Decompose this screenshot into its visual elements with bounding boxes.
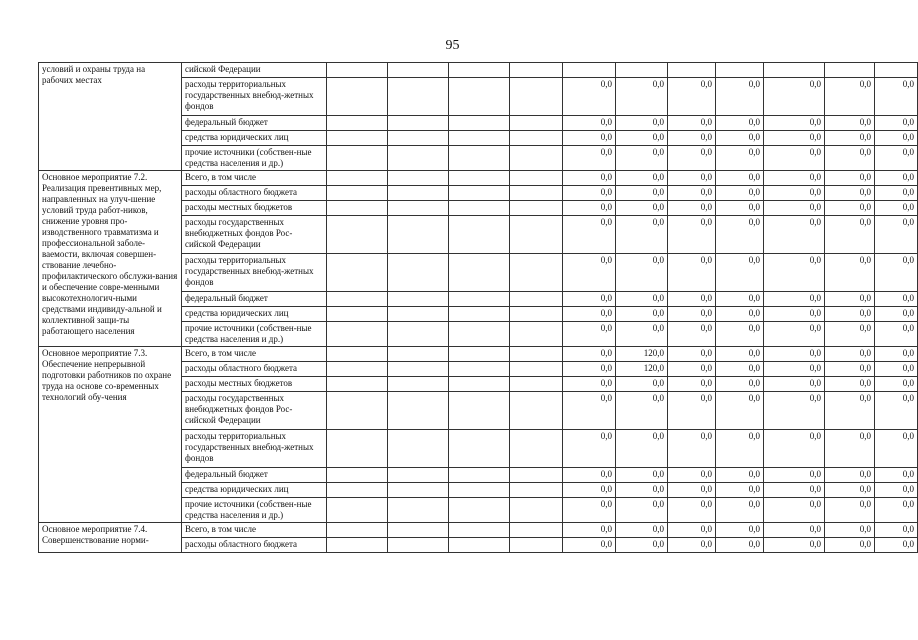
empty-cell xyxy=(449,201,510,216)
table-row xyxy=(39,171,918,186)
value-cell: 0,0 xyxy=(563,131,616,146)
empty-cell xyxy=(510,362,563,377)
value-cell: 0,0 xyxy=(716,131,764,146)
empty-cell xyxy=(449,430,510,468)
value-cell: 0,0 xyxy=(563,362,616,377)
value-cell: 0,0 xyxy=(764,538,825,553)
funding-source-cell: Всего, в том числе xyxy=(182,347,327,362)
empty-cell xyxy=(327,347,388,362)
empty-cell xyxy=(510,498,563,523)
value-cell: 0,0 xyxy=(668,116,716,131)
value-cell: 0,0 xyxy=(616,216,668,254)
value-cell: 0,0 xyxy=(716,498,764,523)
empty-cell xyxy=(510,377,563,392)
empty-cell xyxy=(327,538,388,553)
empty-cell xyxy=(388,146,449,171)
empty-cell xyxy=(449,362,510,377)
value-cell: 0,0 xyxy=(563,498,616,523)
funding-source-cell: расходы государственных внебюджетных фондов Рос-сийской Федерации xyxy=(182,392,327,430)
empty-cell xyxy=(388,201,449,216)
value-cell: 0,0 xyxy=(716,392,764,430)
funding-source-cell: Всего, в том числе xyxy=(182,523,327,538)
value-cell: 0,0 xyxy=(716,307,764,322)
empty-cell xyxy=(510,483,563,498)
empty-cell xyxy=(510,186,563,201)
value-cell: 0,0 xyxy=(716,468,764,483)
value-cell: 0,0 xyxy=(616,131,668,146)
empty-cell xyxy=(449,78,510,116)
value-cell xyxy=(668,63,716,78)
value-cell: 0,0 xyxy=(563,78,616,116)
funding-source-cell: сийской Федерации xyxy=(182,63,327,78)
value-cell: 0,0 xyxy=(764,216,825,254)
value-cell: 0,0 xyxy=(716,322,764,347)
empty-cell xyxy=(510,146,563,171)
empty-cell xyxy=(388,468,449,483)
empty-cell xyxy=(449,523,510,538)
value-cell: 0,0 xyxy=(563,171,616,186)
funding-source-cell: расходы территориальных государственных внебюд-жетных фондов xyxy=(182,430,327,468)
value-cell: 0,0 xyxy=(825,392,875,430)
value-cell: 0,0 xyxy=(764,347,825,362)
empty-cell xyxy=(510,201,563,216)
value-cell: 0,0 xyxy=(825,483,875,498)
funding-source-cell: расходы областного бюджета xyxy=(182,362,327,377)
value-cell: 0,0 xyxy=(875,392,918,430)
empty-cell xyxy=(449,292,510,307)
empty-cell xyxy=(388,171,449,186)
value-cell: 0,0 xyxy=(825,468,875,483)
value-cell: 0,0 xyxy=(716,216,764,254)
value-cell: 0,0 xyxy=(716,538,764,553)
value-cell: 0,0 xyxy=(875,430,918,468)
activity-cell: Основное мероприятие 7.4. Совершенствование норми- xyxy=(39,523,182,553)
value-cell: 0,0 xyxy=(764,201,825,216)
value-cell: 0,0 xyxy=(668,498,716,523)
table-row xyxy=(39,523,918,538)
value-cell: 0,0 xyxy=(616,377,668,392)
value-cell: 0,0 xyxy=(764,430,825,468)
value-cell: 0,0 xyxy=(563,186,616,201)
value-cell: 0,0 xyxy=(668,146,716,171)
table-row xyxy=(39,63,918,78)
value-cell: 0,0 xyxy=(616,468,668,483)
value-cell: 0,0 xyxy=(616,254,668,292)
value-cell: 0,0 xyxy=(668,392,716,430)
value-cell: 0,0 xyxy=(563,347,616,362)
empty-cell xyxy=(388,116,449,131)
value-cell: 0,0 xyxy=(764,171,825,186)
empty-cell xyxy=(388,216,449,254)
empty-cell xyxy=(327,307,388,322)
value-cell: 0,0 xyxy=(764,78,825,116)
empty-cell xyxy=(510,538,563,553)
empty-cell xyxy=(510,171,563,186)
value-cell: 0,0 xyxy=(616,430,668,468)
empty-cell xyxy=(388,292,449,307)
value-cell: 0,0 xyxy=(875,362,918,377)
value-cell: 0,0 xyxy=(616,292,668,307)
value-cell: 120,0 xyxy=(616,347,668,362)
value-cell: 0,0 xyxy=(563,216,616,254)
value-cell: 0,0 xyxy=(563,523,616,538)
empty-cell xyxy=(327,468,388,483)
value-cell: 0,0 xyxy=(616,78,668,116)
value-cell: 0,0 xyxy=(563,538,616,553)
empty-cell xyxy=(388,483,449,498)
value-cell: 0,0 xyxy=(616,538,668,553)
empty-cell xyxy=(327,498,388,523)
empty-cell xyxy=(449,116,510,131)
empty-cell xyxy=(388,78,449,116)
value-cell: 0,0 xyxy=(764,307,825,322)
empty-cell xyxy=(388,254,449,292)
empty-cell xyxy=(388,538,449,553)
empty-cell xyxy=(449,322,510,347)
empty-cell xyxy=(449,307,510,322)
value-cell: 0,0 xyxy=(875,483,918,498)
empty-cell xyxy=(327,186,388,201)
empty-cell xyxy=(449,468,510,483)
empty-cell xyxy=(449,146,510,171)
value-cell: 0,0 xyxy=(764,322,825,347)
value-cell: 0,0 xyxy=(668,131,716,146)
value-cell: 0,0 xyxy=(875,377,918,392)
value-cell: 0,0 xyxy=(563,322,616,347)
value-cell: 0,0 xyxy=(764,498,825,523)
funding-source-cell: расходы областного бюджета xyxy=(182,538,327,553)
value-cell: 0,0 xyxy=(716,347,764,362)
funding-source-cell: расходы государственных внебюджетных фондов Рос-сийской Федерации xyxy=(182,216,327,254)
value-cell: 0,0 xyxy=(668,468,716,483)
value-cell: 0,0 xyxy=(616,171,668,186)
empty-cell xyxy=(510,116,563,131)
table-body xyxy=(39,63,918,553)
value-cell: 0,0 xyxy=(825,322,875,347)
value-cell: 0,0 xyxy=(825,292,875,307)
value-cell: 0,0 xyxy=(825,201,875,216)
value-cell: 0,0 xyxy=(668,322,716,347)
value-cell: 0,0 xyxy=(825,254,875,292)
value-cell: 0,0 xyxy=(875,186,918,201)
value-cell: 0,0 xyxy=(716,292,764,307)
value-cell xyxy=(875,63,918,78)
value-cell: 0,0 xyxy=(668,201,716,216)
funding-source-cell: расходы областного бюджета xyxy=(182,186,327,201)
value-cell: 0,0 xyxy=(668,216,716,254)
value-cell: 0,0 xyxy=(764,377,825,392)
value-cell: 0,0 xyxy=(875,78,918,116)
activity-cell: Основное мероприятие 7.2. Реализация превентивных мер, направленных на улуч-шение условий труда работ-ников, снижение уровня про-изводственного травматизма и профессиональной заболе-ваемости, включая совершен-ствование лечебно-профилактического обслужи-вания и обеспечение совре-менными высокотехнологич-ными средствами индивиду-альной и коллективной защи-ты работающего населения xyxy=(39,171,182,347)
value-cell: 0,0 xyxy=(716,78,764,116)
value-cell: 0,0 xyxy=(875,498,918,523)
empty-cell xyxy=(510,131,563,146)
activity-cell: Основное мероприятие 7.3. Обеспечение непрерывной подготовки работников по охране труда на основе со-временных технологий обу-чения xyxy=(39,347,182,523)
value-cell: 0,0 xyxy=(825,538,875,553)
empty-cell xyxy=(327,254,388,292)
empty-cell xyxy=(388,347,449,362)
value-cell: 0,0 xyxy=(716,171,764,186)
value-cell: 0,0 xyxy=(668,483,716,498)
value-cell: 0,0 xyxy=(668,362,716,377)
budget-table xyxy=(38,62,918,553)
empty-cell xyxy=(388,307,449,322)
value-cell: 0,0 xyxy=(716,430,764,468)
value-cell: 0,0 xyxy=(616,201,668,216)
empty-cell xyxy=(510,292,563,307)
value-cell: 0,0 xyxy=(825,523,875,538)
value-cell xyxy=(616,63,668,78)
empty-cell xyxy=(449,63,510,78)
empty-cell xyxy=(327,523,388,538)
funding-source-cell: средства юридических лиц xyxy=(182,483,327,498)
empty-cell xyxy=(327,430,388,468)
funding-source-cell: федеральный бюджет xyxy=(182,468,327,483)
page-number: 95 xyxy=(445,38,460,53)
empty-cell xyxy=(510,307,563,322)
funding-source-cell: средства юридических лиц xyxy=(182,131,327,146)
value-cell: 0,0 xyxy=(716,116,764,131)
empty-cell xyxy=(388,63,449,78)
value-cell: 0,0 xyxy=(825,186,875,201)
value-cell xyxy=(563,63,616,78)
value-cell: 0,0 xyxy=(764,468,825,483)
value-cell: 0,0 xyxy=(616,146,668,171)
value-cell: 0,0 xyxy=(716,201,764,216)
value-cell: 0,0 xyxy=(825,347,875,362)
value-cell: 0,0 xyxy=(825,131,875,146)
funding-source-cell: федеральный бюджет xyxy=(182,292,327,307)
value-cell: 0,0 xyxy=(563,146,616,171)
empty-cell xyxy=(510,78,563,116)
value-cell: 0,0 xyxy=(764,392,825,430)
value-cell: 120,0 xyxy=(616,362,668,377)
empty-cell xyxy=(327,392,388,430)
value-cell: 0,0 xyxy=(764,116,825,131)
value-cell: 0,0 xyxy=(875,292,918,307)
empty-cell xyxy=(388,498,449,523)
empty-cell xyxy=(510,430,563,468)
empty-cell xyxy=(388,523,449,538)
value-cell: 0,0 xyxy=(825,116,875,131)
value-cell: 0,0 xyxy=(825,171,875,186)
value-cell: 0,0 xyxy=(825,216,875,254)
value-cell: 0,0 xyxy=(875,468,918,483)
value-cell xyxy=(764,63,825,78)
value-cell: 0,0 xyxy=(616,186,668,201)
value-cell: 0,0 xyxy=(825,498,875,523)
empty-cell xyxy=(510,63,563,78)
empty-cell xyxy=(510,254,563,292)
table-row xyxy=(39,347,918,362)
value-cell: 0,0 xyxy=(764,131,825,146)
value-cell: 0,0 xyxy=(825,362,875,377)
empty-cell xyxy=(327,292,388,307)
value-cell: 0,0 xyxy=(668,186,716,201)
value-cell: 0,0 xyxy=(716,483,764,498)
value-cell: 0,0 xyxy=(875,201,918,216)
value-cell: 0,0 xyxy=(764,292,825,307)
empty-cell xyxy=(327,131,388,146)
value-cell: 0,0 xyxy=(563,392,616,430)
value-cell: 0,0 xyxy=(616,116,668,131)
value-cell: 0,0 xyxy=(616,307,668,322)
empty-cell xyxy=(327,171,388,186)
value-cell: 0,0 xyxy=(825,307,875,322)
empty-cell xyxy=(449,254,510,292)
value-cell xyxy=(825,63,875,78)
funding-source-cell: средства юридических лиц xyxy=(182,307,327,322)
empty-cell xyxy=(327,63,388,78)
value-cell: 0,0 xyxy=(668,171,716,186)
empty-cell xyxy=(388,377,449,392)
value-cell: 0,0 xyxy=(616,483,668,498)
value-cell: 0,0 xyxy=(764,186,825,201)
empty-cell xyxy=(388,131,449,146)
value-cell: 0,0 xyxy=(716,377,764,392)
empty-cell xyxy=(510,392,563,430)
empty-cell xyxy=(327,362,388,377)
value-cell: 0,0 xyxy=(764,362,825,377)
empty-cell xyxy=(449,498,510,523)
value-cell: 0,0 xyxy=(825,78,875,116)
value-cell: 0,0 xyxy=(563,430,616,468)
empty-cell xyxy=(449,131,510,146)
value-cell: 0,0 xyxy=(716,186,764,201)
value-cell: 0,0 xyxy=(668,78,716,116)
value-cell xyxy=(716,63,764,78)
empty-cell xyxy=(449,377,510,392)
value-cell: 0,0 xyxy=(875,523,918,538)
value-cell: 0,0 xyxy=(616,322,668,347)
value-cell: 0,0 xyxy=(875,307,918,322)
empty-cell xyxy=(449,392,510,430)
empty-cell xyxy=(327,116,388,131)
value-cell: 0,0 xyxy=(764,146,825,171)
value-cell: 0,0 xyxy=(875,347,918,362)
value-cell: 0,0 xyxy=(875,171,918,186)
value-cell: 0,0 xyxy=(716,254,764,292)
empty-cell xyxy=(449,216,510,254)
empty-cell xyxy=(510,347,563,362)
funding-source-cell: расходы территориальных государственных внебюд-жетных фондов xyxy=(182,78,327,116)
value-cell: 0,0 xyxy=(825,146,875,171)
funding-source-cell: федеральный бюджет xyxy=(182,116,327,131)
value-cell: 0,0 xyxy=(563,468,616,483)
empty-cell xyxy=(388,362,449,377)
value-cell: 0,0 xyxy=(825,430,875,468)
empty-cell xyxy=(327,146,388,171)
funding-source-cell: расходы местных бюджетов xyxy=(182,377,327,392)
value-cell: 0,0 xyxy=(668,430,716,468)
value-cell: 0,0 xyxy=(875,538,918,553)
empty-cell xyxy=(449,483,510,498)
empty-cell xyxy=(388,322,449,347)
empty-cell xyxy=(449,347,510,362)
value-cell: 0,0 xyxy=(875,322,918,347)
empty-cell xyxy=(388,186,449,201)
funding-source-cell: расходы территориальных государственных внебюд-жетных фондов xyxy=(182,254,327,292)
empty-cell xyxy=(510,216,563,254)
value-cell: 0,0 xyxy=(764,254,825,292)
funding-source-cell: прочие источники (собствен-ные средства населения и др.) xyxy=(182,498,327,523)
value-cell: 0,0 xyxy=(875,216,918,254)
value-cell: 0,0 xyxy=(616,392,668,430)
value-cell: 0,0 xyxy=(716,362,764,377)
value-cell: 0,0 xyxy=(563,201,616,216)
value-cell: 0,0 xyxy=(764,523,825,538)
value-cell: 0,0 xyxy=(668,538,716,553)
value-cell: 0,0 xyxy=(668,254,716,292)
value-cell: 0,0 xyxy=(563,483,616,498)
value-cell: 0,0 xyxy=(668,523,716,538)
funding-source-cell: Всего, в том числе xyxy=(182,171,327,186)
empty-cell xyxy=(449,186,510,201)
value-cell: 0,0 xyxy=(668,377,716,392)
funding-source-cell: расходы местных бюджетов xyxy=(182,201,327,216)
value-cell: 0,0 xyxy=(563,292,616,307)
empty-cell xyxy=(449,171,510,186)
value-cell: 0,0 xyxy=(616,498,668,523)
value-cell: 0,0 xyxy=(563,116,616,131)
empty-cell xyxy=(449,538,510,553)
empty-cell xyxy=(510,322,563,347)
empty-cell xyxy=(388,430,449,468)
empty-cell xyxy=(327,216,388,254)
funding-source-cell: прочие источники (собствен-ные средства населения и др.) xyxy=(182,322,327,347)
value-cell: 0,0 xyxy=(668,292,716,307)
value-cell: 0,0 xyxy=(616,523,668,538)
value-cell: 0,0 xyxy=(764,483,825,498)
empty-cell xyxy=(388,392,449,430)
value-cell: 0,0 xyxy=(716,146,764,171)
empty-cell xyxy=(327,483,388,498)
empty-cell xyxy=(327,377,388,392)
empty-cell xyxy=(327,322,388,347)
value-cell: 0,0 xyxy=(668,307,716,322)
funding-source-cell: прочие источники (собствен-ные средства населения и др.) xyxy=(182,146,327,171)
activity-cell: условий и охраны труда на рабочих местах xyxy=(39,63,182,171)
value-cell: 0,0 xyxy=(875,146,918,171)
empty-cell xyxy=(327,78,388,116)
value-cell: 0,0 xyxy=(716,523,764,538)
value-cell: 0,0 xyxy=(668,347,716,362)
value-cell: 0,0 xyxy=(875,131,918,146)
value-cell: 0,0 xyxy=(563,307,616,322)
value-cell: 0,0 xyxy=(875,254,918,292)
empty-cell xyxy=(327,201,388,216)
value-cell: 0,0 xyxy=(875,116,918,131)
value-cell: 0,0 xyxy=(563,254,616,292)
value-cell: 0,0 xyxy=(825,377,875,392)
empty-cell xyxy=(510,523,563,538)
empty-cell xyxy=(510,468,563,483)
value-cell: 0,0 xyxy=(563,377,616,392)
